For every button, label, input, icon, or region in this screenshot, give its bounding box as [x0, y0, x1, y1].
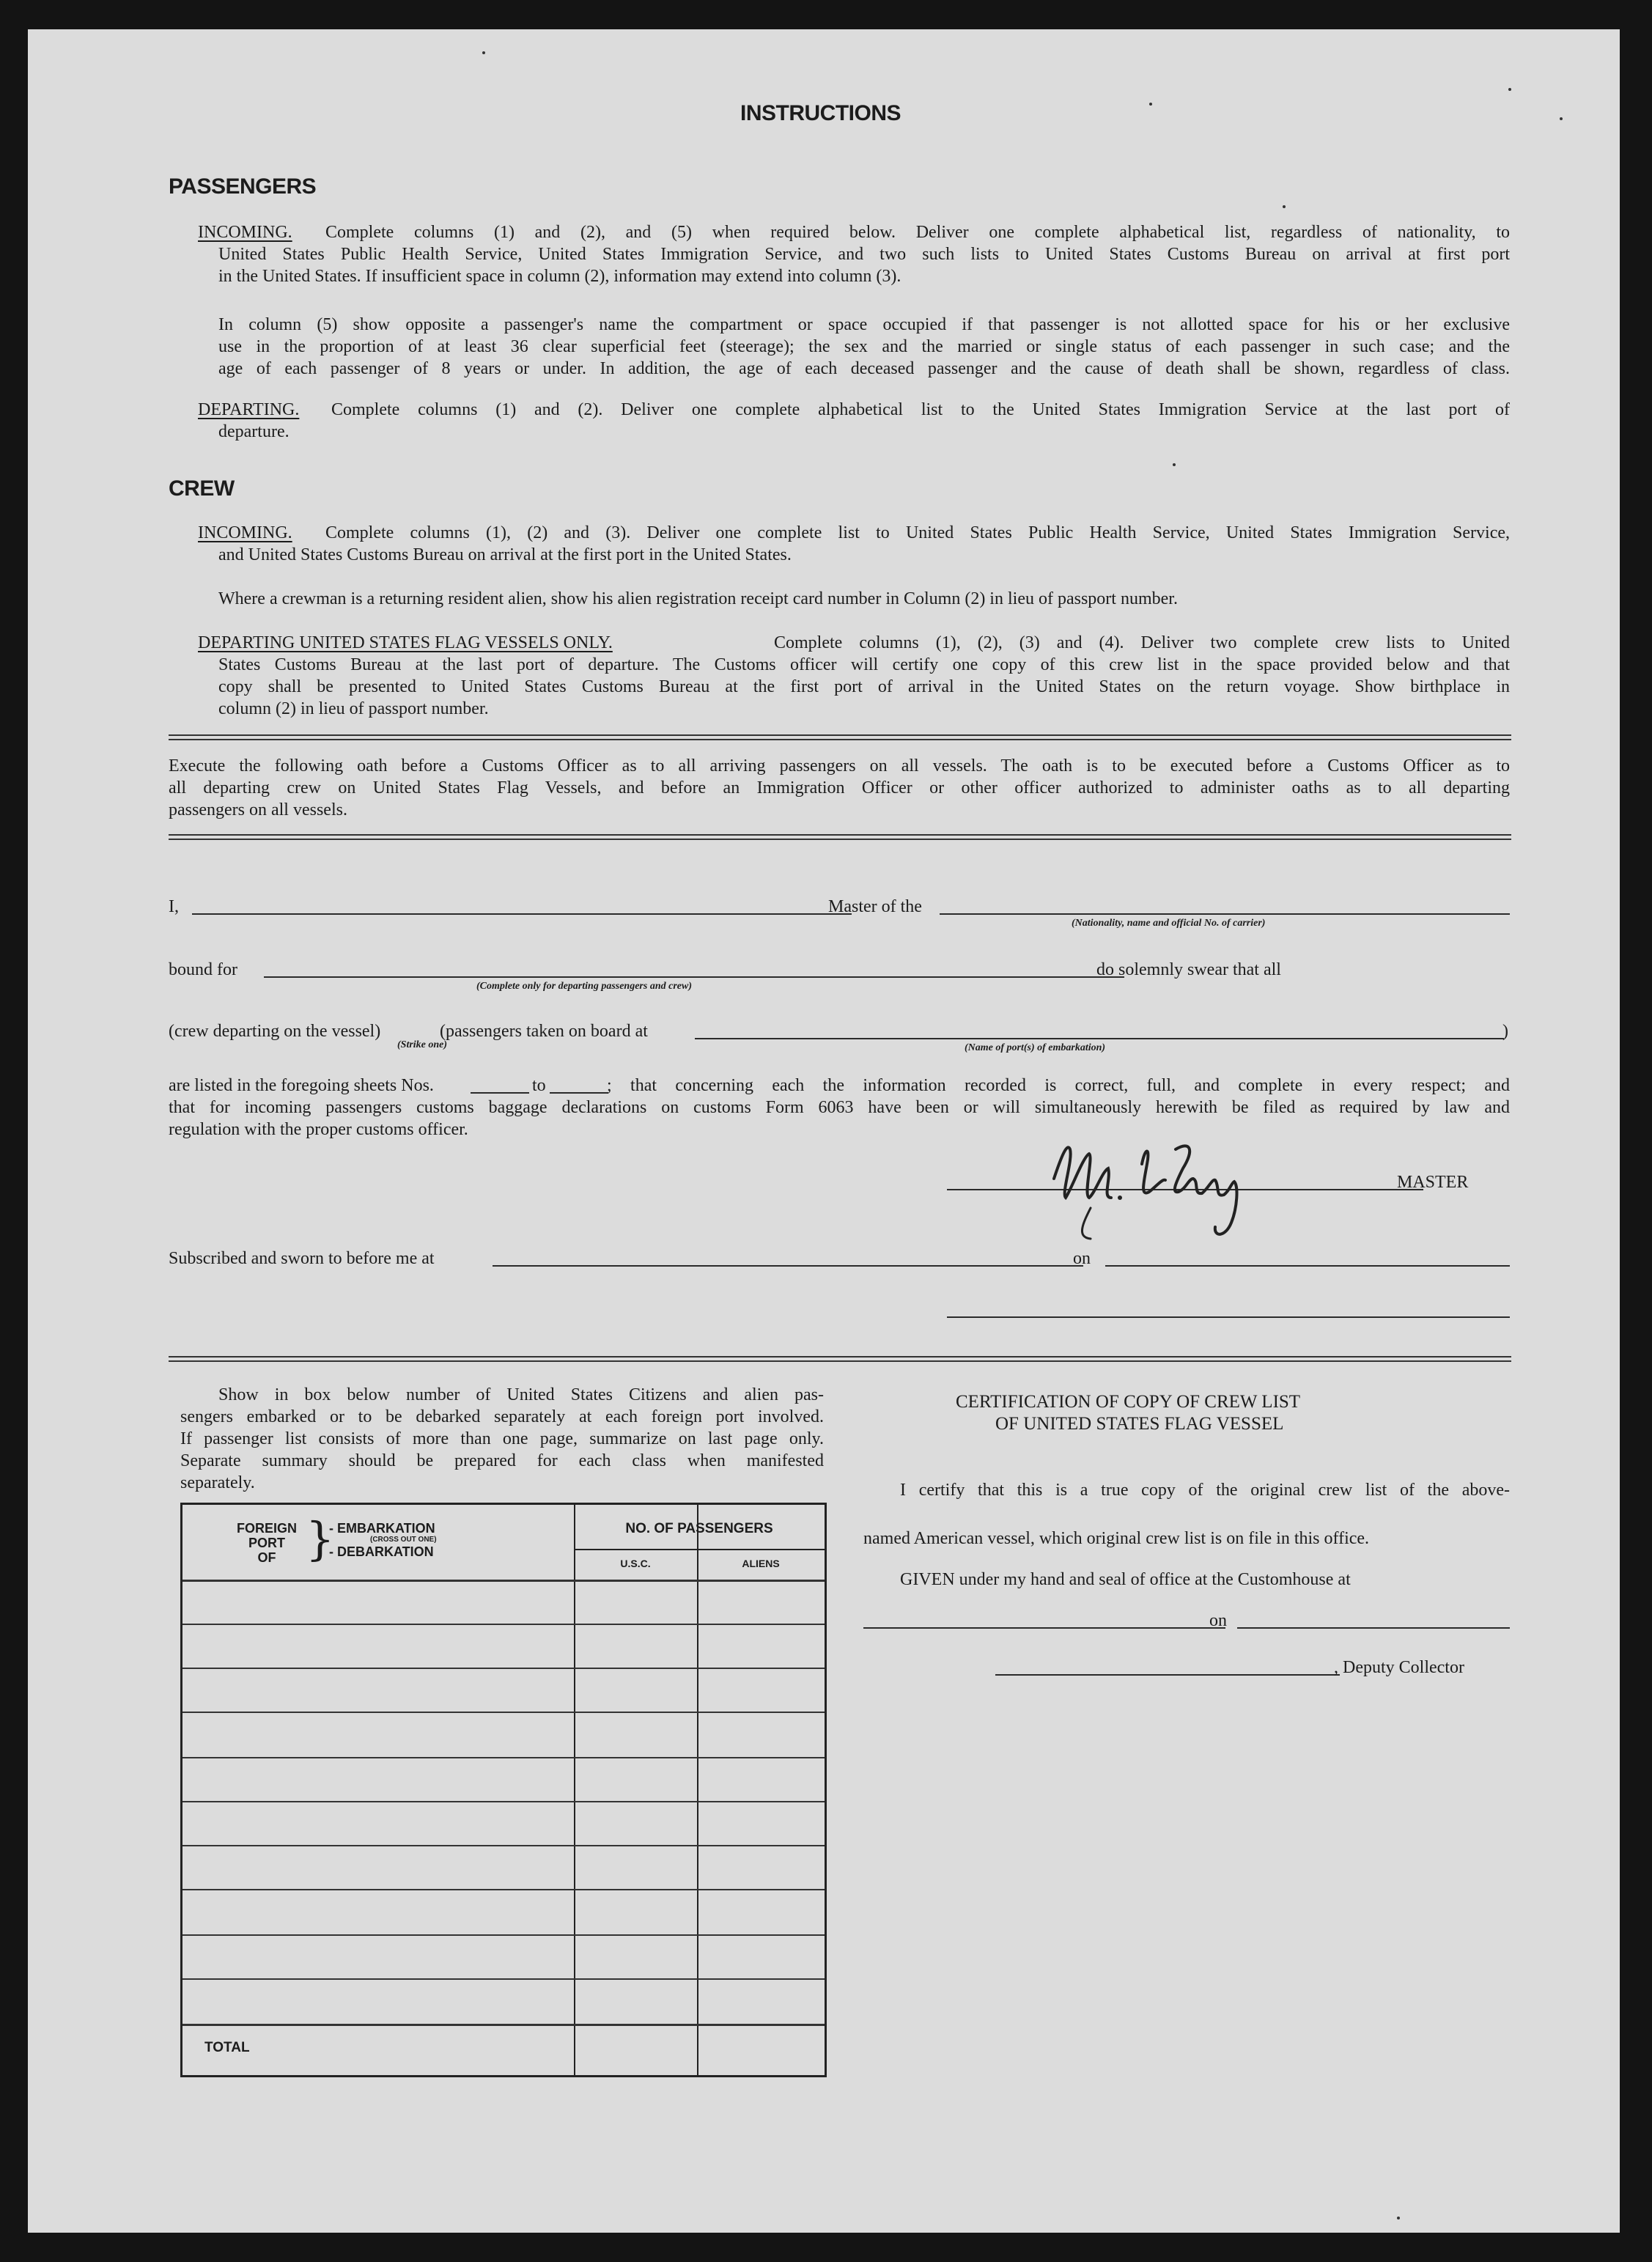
carrier-hint: (Nationality, name and official No. of carrier) [1072, 918, 1266, 929]
sworn-date-line[interactable] [1105, 1265, 1510, 1267]
listed-prefix: are listed in the foregoing sheets Nos. [169, 1076, 434, 1095]
sheet-from-line[interactable] [471, 1092, 529, 1094]
cert-date-line[interactable] [1237, 1627, 1510, 1629]
master-signature [1032, 1127, 1296, 1248]
crew-departing-option[interactable]: (crew departing on the vessel) [169, 1022, 381, 1041]
scan-speck [1508, 88, 1511, 91]
passengers-departing-line-1: Complete columns (1) and (2). Deliver one complete alphabetical list to the United States Immigration Service at the last port of [331, 400, 1510, 419]
oath-instructions-line-2: all departing crew on United States Flag Vessels, and before an Immigration Officer or other officer authorized to administer oaths as to all departing [169, 778, 1510, 797]
passenger-summary-table [180, 1503, 827, 2077]
crew-incoming-line-2: and United States Customs Bureau on arrival at the first port in the United States. [218, 545, 792, 564]
total-label: TOTAL [204, 2040, 250, 2055]
cert-on-label: on [1209, 1611, 1227, 1630]
table-row[interactable] [182, 1668, 825, 1669]
table-row[interactable] [182, 1889, 825, 1890]
divider-rule [169, 739, 1511, 740]
officer-line[interactable] [947, 1316, 1510, 1318]
bound-for-hint: (Complete only for departing passengers and crew) [476, 981, 692, 992]
passengers-incoming-label: INCOMING. [198, 223, 292, 242]
table-row[interactable] [182, 1757, 825, 1758]
header-bottom-rule [182, 1580, 825, 1582]
divider-rule [169, 734, 1511, 736]
cross-out-hint: (CROSS OUT ONE) [370, 1536, 437, 1544]
certification-title-line-2: OF UNITED STATES FLAG VESSEL [995, 1414, 1284, 1434]
instructions-title: INSTRUCTIONS [740, 101, 901, 125]
signature-graphic [1032, 1127, 1296, 1245]
crew-departing-line-3: copy shall be presented to United States Customs Bureau at the first port of arrival in the United States on the return voyage. Show birthplace in [218, 677, 1510, 696]
crew-departing-line-1: Complete columns (1), (2), (3) and (4). Deliver two complete crew lists to United [774, 633, 1510, 652]
table-row[interactable] [182, 1978, 825, 1980]
master-name-line[interactable] [192, 913, 852, 915]
scan-speck [1283, 205, 1286, 208]
customhouse-line[interactable] [863, 1627, 1225, 1629]
summary-note-line-3: If passenger list consists of more than one page, summarize on last page only. [180, 1429, 824, 1448]
summary-note-line-5: separately. [180, 1473, 255, 1492]
table-row[interactable] [182, 1801, 825, 1802]
table-column-divider [574, 1505, 575, 2075]
passengers-incoming-line-2: United States Public Health Service, United States Immigration Service, and two such lists to United States Customs Bureau on arrival at first port [218, 245, 1510, 264]
table-row[interactable] [182, 1845, 825, 1846]
column5-line-3: age of each passenger of 8 years or under. In addition, the age of each deceased passenger and the cause of death shall be shown, regardless of class. [218, 359, 1510, 378]
aliens-header: ALIENS [742, 1558, 780, 1569]
crew-departing-label: DEPARTING UNITED STATES FLAG VESSELS ONLY. [198, 633, 613, 652]
ports-line[interactable] [695, 1038, 1504, 1039]
crew-departing-line-2: States Customs Bureau at the last port of departure. The Customs officer will certify one copy of this crew list in the space provided below and that [218, 655, 1510, 674]
column5-line-1: In column (5) show opposite a passenger's name the compartment or space occupied if that passenger is not allotted space for his or her exclusive [218, 315, 1510, 334]
passengers-incoming-line-3: in the United States. If insufficient space in column (2), information may extend into column (3). [218, 267, 901, 286]
oath-instructions-line-3: passengers on all vessels. [169, 800, 347, 819]
carrier-line[interactable] [940, 913, 1510, 915]
scan-speck [1149, 103, 1152, 106]
form-sheet [28, 29, 1620, 2233]
brace-glyph: } [306, 1512, 335, 1566]
certify-line-1: I certify that this is a true copy of the original crew list of the above- [900, 1481, 1510, 1500]
certify-line-2: named American vessel, which original crew list is on file in this office. [863, 1529, 1370, 1548]
scan-speck [1397, 2217, 1400, 2219]
swear-label: do solemnly swear that all [1096, 960, 1281, 979]
scan-speck [482, 51, 485, 54]
deputy-collector-label: , Deputy Collector [1334, 1658, 1464, 1677]
divider-rule [169, 839, 1511, 840]
no-passengers-header: NO. OF PASSENGERS [625, 1521, 773, 1536]
table-row[interactable] [182, 1712, 825, 1713]
passengers-heading: PASSENGERS [169, 174, 317, 199]
subheader-rule [574, 1549, 825, 1550]
table-row[interactable] [182, 1934, 825, 1936]
column5-line-2: use in the proportion of at least 36 clear superficial feet (steerage); the sex and the married or single status of each passenger in such case; and the [218, 337, 1510, 356]
usc-header: U.S.C. [620, 1558, 651, 1569]
summary-note-line-2: sengers embarked or to be debarked separately at each foreign port involved. [180, 1407, 824, 1426]
master-label: MASTER [1397, 1173, 1469, 1192]
deputy-collector-line[interactable] [995, 1674, 1340, 1676]
foreign-port-header: FOREIGN PORT OF [236, 1521, 297, 1565]
master-of-label: Master of the [828, 897, 922, 916]
sworn-on-label: on [1073, 1249, 1091, 1268]
divider-rule [169, 1356, 1511, 1357]
given-line: GIVEN under my hand and seal of office at the Customhouse at [900, 1570, 1351, 1589]
summary-note-line-4: Separate summary should be prepared for each class when manifested [180, 1451, 824, 1470]
listed-to: to [532, 1076, 546, 1095]
embarkation-option[interactable]: - EMBARKATION [329, 1521, 435, 1536]
summary-note-line-1: Show in box below number of United States Citizens and alien pas- [218, 1385, 824, 1404]
crew-departing-line-4: column (2) in lieu of passport number. [218, 699, 489, 718]
crew-alien-note: Where a crewman is a returning resident alien, show his alien registration receipt card number in Column (2) in lieu of passport number. [218, 589, 1178, 608]
table-row[interactable] [182, 1624, 825, 1625]
table-column-divider [697, 1505, 698, 2075]
divider-rule [169, 1360, 1511, 1362]
ports-hint: (Name of port(s) of embarkation) [965, 1042, 1106, 1053]
crew-incoming-line-1: Complete columns (1), (2) and (3). Deliver one complete list to United States Public Health Service, United States Immigration Service, [325, 523, 1510, 542]
strike-one-hint: (Strike one) [397, 1039, 448, 1050]
bound-for-label: bound for [169, 960, 237, 979]
listed-line-2: that for incoming passengers customs baggage declarations on customs Form 6063 have been or will simultaneously herewith be filed as required by law and [169, 1098, 1510, 1117]
close-paren: ) [1502, 1022, 1508, 1041]
sworn-place-line[interactable] [493, 1265, 1083, 1267]
passengers-incoming-line-1: Complete columns (1) and (2), and (5) when required below. Deliver one complete alphabetical list, regardless of nationality, to [325, 223, 1510, 242]
debarkation-option[interactable]: - DEBARKATION [329, 1544, 434, 1559]
passengers-taken-option[interactable]: (passengers taken on board at [440, 1022, 648, 1041]
certification-title-line-1: CERTIFICATION OF COPY OF CREW LIST [956, 1392, 1301, 1412]
scan-speck [1560, 117, 1563, 120]
bound-for-line[interactable] [264, 976, 1124, 978]
listed-suffix: ; that concerning each the information recorded is correct, full, and complete in every respect; and [607, 1076, 1510, 1095]
divider-rule [169, 834, 1511, 836]
listed-line-3: regulation with the proper customs officer. [169, 1120, 468, 1139]
subscribed-label: Subscribed and sworn to before me at [169, 1249, 435, 1268]
sheet-to-line[interactable] [550, 1092, 608, 1094]
table-row[interactable] [182, 2024, 825, 2026]
passengers-departing-label: DEPARTING. [198, 400, 300, 419]
oath-i-label: I, [169, 897, 179, 916]
crew-heading: CREW [169, 476, 235, 501]
scan-speck [1173, 463, 1176, 466]
passengers-departing-line-2: departure. [218, 422, 290, 441]
crew-incoming-label: INCOMING. [198, 523, 292, 542]
oath-instructions-line-1: Execute the following oath before a Customs Officer as to all arriving passengers on all vessels. The oath is to be executed before a Customs Officer as to [169, 756, 1510, 776]
